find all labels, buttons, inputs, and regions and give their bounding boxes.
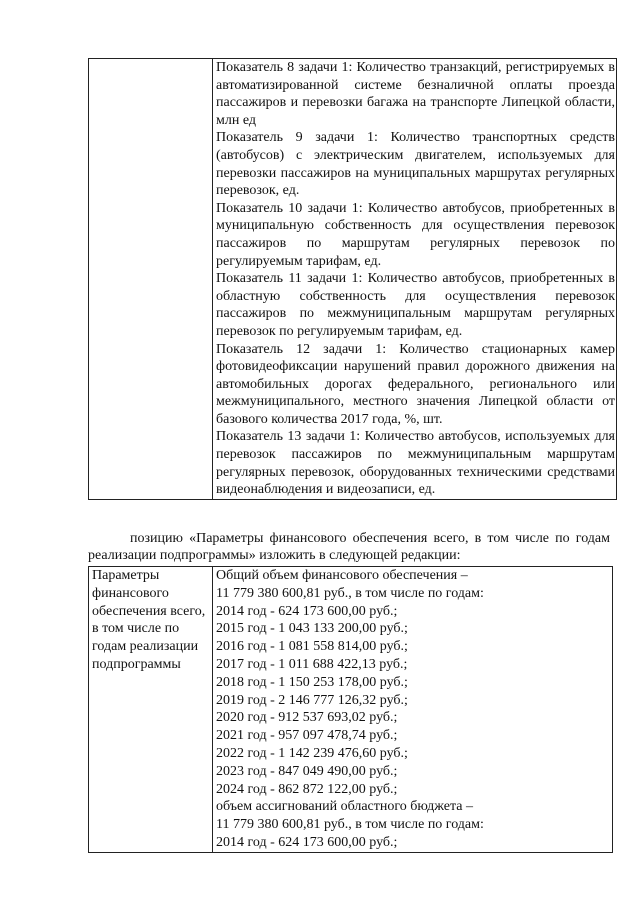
finance-values-cell bbox=[213, 567, 613, 853]
indicators-text-cell bbox=[213, 59, 617, 500]
indicator-13-text: Показатель 13 задачи 1: Количество автобусов, используемых для перевозок пассажиров по межмуниципальным маршрутам регулярных перевозок, оборудованных техническими средствами видеонаблюдения и видеозаписи, ед. bbox=[216, 429, 615, 498]
table-row bbox=[89, 59, 617, 500]
finance-line: 2014 год - 624 173 600,00 руб.; bbox=[216, 603, 398, 619]
finance-line: 2014 год - 624 173 600,00 руб.; bbox=[216, 834, 398, 850]
finance-line: 2015 год - 1 043 133 200,00 руб.; bbox=[216, 621, 408, 637]
finance-line: 11 779 380 600,81 руб., в том числе по годам: bbox=[216, 817, 484, 833]
finance-line: 11 779 380 600,81 руб., в том числе по годам: bbox=[216, 585, 484, 601]
indicators-table bbox=[88, 58, 617, 500]
finance-label-cell bbox=[89, 567, 213, 853]
indicator-12-text: Показатель 12 задачи 1: Количество стационарных камер фотовидеофиксации нарушений правил дорожного движения на автомобильных дорогах федерального, регионального или межмуниципального, местного значения Липецкой области от базового количества 2017 года, %, шт. bbox=[216, 341, 615, 427]
instruction-paragraph: позицию «Параметры финансового обеспечения всего, в том числе по годам реализации подпрограммы» изложить в следующей редакции: bbox=[88, 531, 610, 563]
finance-line: объем ассигнований областного бюджета – bbox=[216, 799, 473, 815]
finance-line: 2021 год - 957 097 478,74 руб.; bbox=[216, 728, 398, 744]
finance-table bbox=[88, 566, 613, 853]
finance-line: 2022 год - 1 142 239 476,60 руб.; bbox=[216, 745, 408, 761]
finance-line: 2016 год - 1 081 558 814,00 руб.; bbox=[216, 639, 408, 655]
finance-line: 2024 год - 862 872 122,00 руб.; bbox=[216, 781, 398, 797]
finance-line: 2023 год - 847 049 490,00 руб.; bbox=[216, 763, 398, 779]
finance-line: Общий объем финансового обеспечения – bbox=[216, 568, 468, 583]
indicator-11-text: Показатель 11 задачи 1: Количество автобусов, приобретенных в областную собственность для осуществления перевозок пассажиров по межмуниципальным маршрутам регулярных перевозок по регулируемым тарифам, ед. bbox=[216, 271, 615, 339]
finance-line: 2017 год - 1 011 688 422,13 руб.; bbox=[216, 656, 408, 672]
indicators-label-cell bbox=[89, 59, 213, 500]
indicator-8-text: Показатель 8 задачи 1: Количество транзакций, регистрируемых в автоматизированной системе безналичной оплаты проезда пассажиров и перевозки багажа на транспорте Липецкой области, млн ед bbox=[216, 60, 615, 128]
finance-line: 2020 год - 912 537 693,02 руб.; bbox=[216, 710, 398, 726]
table-row bbox=[89, 567, 613, 853]
indicator-10-text: Показатель 10 задачи 1: Количество автобусов, приобретенных в муниципальную собственность для осуществления перевозок пассажиров по маршрутам регулярных перевозок по регулируемым тарифам, ед. bbox=[216, 200, 615, 269]
finance-label: Параметры финансового обеспечения всего, в том числе по годам реализации подпрограммы bbox=[92, 568, 206, 672]
finance-line: 2019 год - 2 146 777 126,32 руб.; bbox=[216, 692, 408, 708]
finance-line: 2018 год - 1 150 253 178,00 руб.; bbox=[216, 674, 408, 690]
indicator-9-text: Показатель 9 задачи 1: Количество транспортных средств (автобусов) с электрическим двигателем, используемых для перевозки пассажиров на муниципальных маршрутах регулярных перевозок, ед. bbox=[216, 130, 615, 199]
